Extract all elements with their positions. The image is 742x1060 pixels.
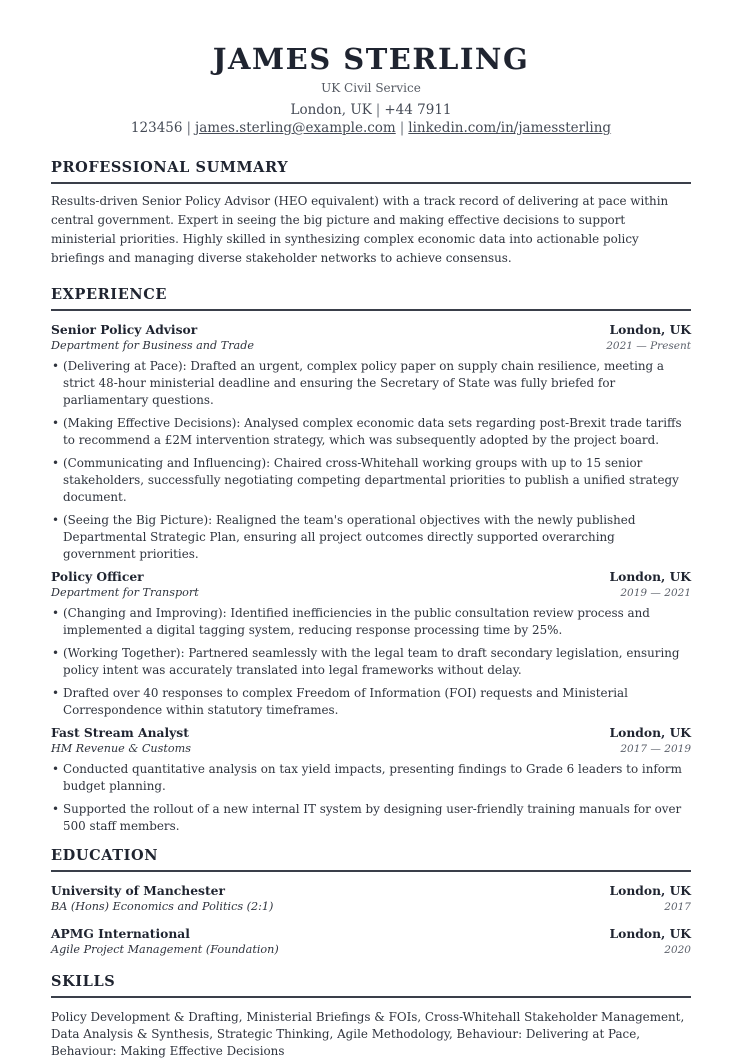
- contact-email-link[interactable]: james.sterling@example.com: [195, 120, 396, 136]
- education-entry: [51, 926, 691, 957]
- job-location: London, UK: [609, 569, 691, 584]
- contact-separator: |: [375, 102, 381, 118]
- job-bullet-list: [51, 605, 691, 719]
- education-location: London, UK: [609, 926, 691, 941]
- contact-phone: +44 7911 123456: [130, 102, 452, 136]
- job-dates: 2017 — 2019: [620, 743, 691, 755]
- job-bullet: • (Seeing the Big Picture): Realigned the team's operational objectives with the newly published Departmental Strategic Plan, ensuring all project outcomes directly supported overarching government priorities.: [51, 512, 691, 563]
- section-title: EXPERIENCE: [51, 286, 691, 311]
- job-role: Fast Stream Analyst: [51, 725, 189, 740]
- job-bullet: • Drafted over 40 responses to complex Freedom of Information (FOI) requests and Ministerial Correspondence within statutory timeframes.: [51, 685, 691, 719]
- contact-line: [51, 101, 691, 137]
- candidate-subtitle: UK Civil Service: [321, 81, 421, 95]
- contact-separator: |: [186, 120, 192, 136]
- education-qualification: Agile Project Management (Foundation): [51, 943, 279, 956]
- job-entry: [51, 569, 691, 719]
- job-bullet: • (Changing and Improving): Identified inefficiencies in the public consultation review process and implemented a digital tagging system, reducing response processing time by 25%.: [51, 605, 691, 639]
- job-bullet: • (Working Together): Partnered seamlessly with the legal team to draft secondary legislation, ensuring policy intent was accurately translated into legal frameworks without delay.: [51, 645, 691, 679]
- section-title: SKILLS: [51, 973, 691, 998]
- job-entry: [51, 725, 691, 835]
- contact-linkedin-link[interactable]: linkedin.com/in/jamessterling: [408, 120, 612, 136]
- job-bullet: • (Making Effective Decisions): Analysed complex economic data sets regarding post-Brexit trade tariffs to recommend a £2M intervention strategy, which was subsequently adopted by the project board.: [51, 415, 691, 449]
- candidate-name: JAMES STERLING: [212, 42, 530, 76]
- summary-section: [51, 159, 691, 268]
- education-location: London, UK: [609, 883, 691, 898]
- job-organization: Department for Business and Trade: [51, 339, 254, 352]
- education-institution: APMG International: [51, 926, 190, 941]
- summary-text: Results-driven Senior Policy Advisor (HEO equivalent) with a track record of delivering at pace within central government. Expert in seeing the big picture and making effective decisions to support ministerial priorities. Highly skilled in synthesizing complex economic data into actionable policy briefings and managing diverse stakeholder networks to achieve consensus.: [51, 194, 669, 265]
- job-bullet: • (Communicating and Influencing): Chaired cross-Whitehall working groups with up to 15 senior stakeholders, successfully negotiating competing departmental priorities to publish a unified strategy document.: [51, 455, 691, 506]
- education-qualification: BA (Hons) Economics and Politics (2:1): [51, 900, 274, 913]
- section-title: PROFESSIONAL SUMMARY: [51, 159, 691, 184]
- job-bullet-list: [51, 358, 691, 563]
- education-year: 2020: [664, 944, 691, 956]
- job-organization: HM Revenue & Customs: [51, 742, 191, 755]
- job-bullet: • Supported the rollout of a new internal IT system by designing user-friendly training manuals for over 500 staff members.: [51, 801, 691, 835]
- job-bullet-list: [51, 761, 691, 835]
- skills-section: [51, 973, 691, 1060]
- section-title: EDUCATION: [51, 847, 691, 872]
- education-institution: University of Manchester: [51, 883, 225, 898]
- job-location: London, UK: [609, 322, 691, 337]
- job-dates: 2021 — Present: [606, 340, 691, 352]
- job-entry: [51, 322, 691, 563]
- education-entry: [51, 883, 691, 914]
- contact-separator: |: [399, 120, 405, 136]
- job-role: Senior Policy Advisor: [51, 322, 198, 337]
- resume-header: [51, 42, 691, 137]
- skills-text: Policy Development & Drafting, Ministerial Briefings & FOIs, Cross-Whitehall Stakeholder Management, Data Analysis & Synthesis, Strategic Thinking, Agile Methodology, Behaviour: Delivering at Pace, Behaviour: Making Effective Decisions: [51, 1010, 685, 1058]
- job-bullet: • Conducted quantitative analysis on tax yield impacts, presenting findings to Grade 6 leaders to inform budget planning.: [51, 761, 691, 795]
- contact-location: London, UK: [290, 102, 372, 118]
- job-organization: Department for Transport: [51, 586, 199, 599]
- job-dates: 2019 — 2021: [620, 587, 691, 599]
- job-location: London, UK: [609, 725, 691, 740]
- experience-section: [51, 286, 691, 835]
- job-bullet: • (Delivering at Pace): Drafted an urgent, complex policy paper on supply chain resilience, meeting a strict 48-hour ministerial deadline and ensuring the Secretary of State was fully briefed for parliamentary questions.: [51, 358, 691, 409]
- education-section: [51, 847, 691, 957]
- education-year: 2017: [664, 901, 691, 913]
- job-role: Policy Officer: [51, 569, 144, 584]
